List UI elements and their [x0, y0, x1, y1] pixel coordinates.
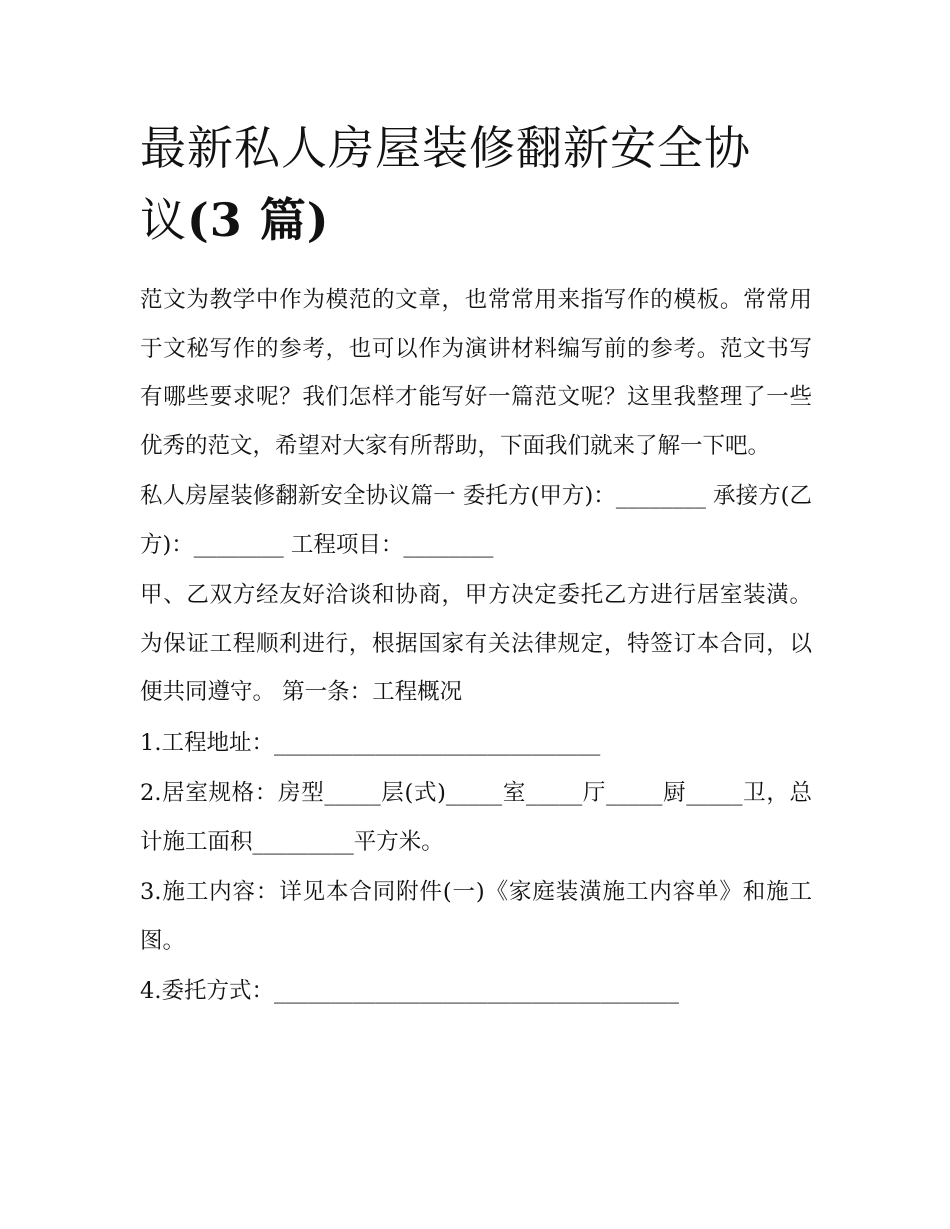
clause-project-address: 1.工程地址：_____________________________ [140, 729, 601, 756]
agreement-preamble-paragraph: 甲、乙双方经友好洽谈和协商，甲方决定委托乙方进行居室装潢。为保证工程顺利进行，根据国家有关法律规定，特签订本合同，以便共同遵守。 第一条：工程概况 [140, 582, 812, 705]
title-line-2-bold: (3 [187, 193, 243, 247]
document-page [140, 112, 812, 1018]
title-line-2-mid: 篇 [242, 193, 307, 247]
title-line-2-prefix: 议 [140, 193, 187, 247]
clause-construction-content: 3.施工内容：详见本合同附件(一)《家庭装潢施工内容单》和施工图。 [140, 879, 812, 954]
document-body [140, 276, 812, 1016]
document-title [140, 112, 812, 256]
clause-commission-method: 4.委托方式：____________________________________ [140, 978, 679, 1004]
agreement-parties-paragraph: 私人房屋装修翻新安全协议篇一 委托方(甲方)：________ 承接方(乙方)：________ 工程项目：________ [140, 483, 812, 558]
clause-room-specification: 2.居室规格：房型_____层(式)_____室_____厅_____厨_____卫，总计施工面积_________平方米。 [140, 780, 812, 855]
intro-paragraph: 范文为教学中作为模范的文章，也常常用来指写作的模板。常常用于文秘写作的参考，也可以作为演讲材料编写前的参考。范文书写有哪些要求呢？我们怎样才能写好一篇范文呢？这里我整理了一些优秀的范文，希望对大家有所帮助，下面我们就来了解一下吧。 [140, 287, 812, 459]
title-line-2-suffix: ) [306, 193, 330, 247]
title-line-1: 最新私人房屋装修翻新安全协 [140, 121, 751, 175]
